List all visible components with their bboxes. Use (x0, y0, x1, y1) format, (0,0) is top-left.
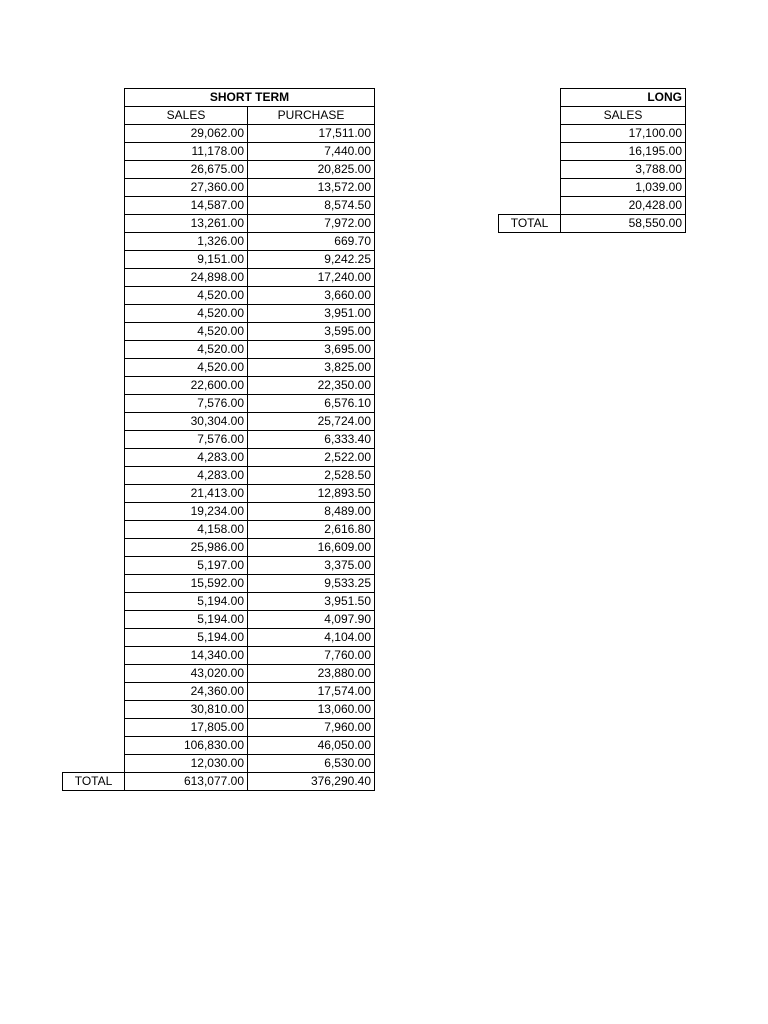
short-term-row (63, 197, 375, 215)
sales-cell: 15,592.00 (125, 575, 248, 593)
purchase-cell: 25,724.00 (248, 413, 375, 431)
sales-cell: 5,194.00 (125, 611, 248, 629)
sales-cell: 4,520.00 (125, 287, 248, 305)
purchase-cell: 3,375.00 (248, 557, 375, 575)
sales-cell: 11,178.00 (125, 143, 248, 161)
short-term-row (63, 251, 375, 269)
purchase-cell: 17,574.00 (248, 683, 375, 701)
short-term-row (63, 629, 375, 647)
purchase-cell: 669.70 (248, 233, 375, 251)
sales-cell: 3,788.00 (561, 161, 686, 179)
purchase-cell: 3,595.00 (248, 323, 375, 341)
purchase-cell: 23,880.00 (248, 665, 375, 683)
short-term-total-label: TOTAL (63, 773, 125, 791)
purchase-cell: 3,951.00 (248, 305, 375, 323)
sales-cell: 14,340.00 (125, 647, 248, 665)
purchase-cell: 7,760.00 (248, 647, 375, 665)
long-term-row (499, 161, 686, 179)
sales-cell: 5,194.00 (125, 593, 248, 611)
short-term-row (63, 665, 375, 683)
short-term-sales-header: SALES (125, 107, 248, 125)
sales-cell: 16,195.00 (561, 143, 686, 161)
sales-cell: 1,039.00 (561, 179, 686, 197)
purchase-cell: 13,060.00 (248, 701, 375, 719)
short-term-row (63, 539, 375, 557)
short-term-row (63, 341, 375, 359)
sales-cell: 26,675.00 (125, 161, 248, 179)
short-term-purchase-header: PURCHASE (248, 107, 375, 125)
short-term-row (63, 233, 375, 251)
short-term-row (63, 413, 375, 431)
purchase-cell: 3,660.00 (248, 287, 375, 305)
sales-cell: 25,986.00 (125, 539, 248, 557)
purchase-cell: 13,572.00 (248, 179, 375, 197)
sales-cell: 24,360.00 (125, 683, 248, 701)
sales-cell: 20,428.00 (561, 197, 686, 215)
sales-cell: 4,520.00 (125, 341, 248, 359)
short-term-row (63, 683, 375, 701)
short-term-row (63, 215, 375, 233)
short-term-row (63, 395, 375, 413)
sales-cell: 13,261.00 (125, 215, 248, 233)
purchase-cell: 3,825.00 (248, 359, 375, 377)
purchase-cell: 7,960.00 (248, 719, 375, 737)
long-term-row (499, 125, 686, 143)
long-term-title-row (499, 89, 686, 107)
short-term-row (63, 179, 375, 197)
short-term-row (63, 611, 375, 629)
sales-cell: 17,805.00 (125, 719, 248, 737)
short-term-row (63, 161, 375, 179)
sales-cell: 4,158.00 (125, 521, 248, 539)
purchase-cell: 9,242.25 (248, 251, 375, 269)
long-term-total-sales: 58,550.00 (561, 215, 686, 233)
sales-cell: 106,830.00 (125, 737, 248, 755)
short-term-row (63, 125, 375, 143)
purchase-cell: 6,576.10 (248, 395, 375, 413)
sales-cell: 29,062.00 (125, 125, 248, 143)
long-term-row (499, 143, 686, 161)
sales-cell: 7,576.00 (125, 431, 248, 449)
sales-cell: 27,360.00 (125, 179, 248, 197)
purchase-cell: 8,574.50 (248, 197, 375, 215)
short-term-body (63, 125, 375, 773)
purchase-cell: 46,050.00 (248, 737, 375, 755)
short-term-table (62, 88, 375, 791)
sales-cell: 4,283.00 (125, 449, 248, 467)
long-term-sales-header: SALES (561, 107, 686, 125)
short-term-row (63, 143, 375, 161)
purchase-cell: 7,972.00 (248, 215, 375, 233)
purchase-cell: 2,616.80 (248, 521, 375, 539)
sales-cell: 4,283.00 (125, 467, 248, 485)
purchase-cell: 17,240.00 (248, 269, 375, 287)
short-term-row (63, 521, 375, 539)
purchase-cell: 22,350.00 (248, 377, 375, 395)
sales-cell: 1,326.00 (125, 233, 248, 251)
sales-cell: 4,520.00 (125, 305, 248, 323)
purchase-cell: 8,489.00 (248, 503, 375, 521)
purchase-cell: 17,511.00 (248, 125, 375, 143)
sales-cell: 5,194.00 (125, 629, 248, 647)
long-term-row (499, 197, 686, 215)
long-term-total-row (499, 215, 686, 233)
short-term-row (63, 449, 375, 467)
short-term-title: SHORT TERM (125, 89, 375, 107)
sales-cell: 30,304.00 (125, 413, 248, 431)
purchase-cell: 3,951.50 (248, 593, 375, 611)
short-term-row (63, 269, 375, 287)
short-term-row (63, 647, 375, 665)
short-term-row (63, 701, 375, 719)
purchase-cell: 9,533.25 (248, 575, 375, 593)
short-term-row (63, 719, 375, 737)
short-term-row (63, 359, 375, 377)
sales-cell: 4,520.00 (125, 323, 248, 341)
purchase-cell: 7,440.00 (248, 143, 375, 161)
short-term-row (63, 287, 375, 305)
purchase-cell: 12,893.50 (248, 485, 375, 503)
sales-cell: 9,151.00 (125, 251, 248, 269)
long-term-row (499, 179, 686, 197)
short-term-row (63, 755, 375, 773)
purchase-cell: 2,522.00 (248, 449, 375, 467)
short-term-row (63, 431, 375, 449)
short-term-row (63, 305, 375, 323)
sales-cell: 14,587.00 (125, 197, 248, 215)
purchase-cell: 16,609.00 (248, 539, 375, 557)
short-term-total-row (63, 773, 375, 791)
long-term-total-label: TOTAL (499, 215, 561, 233)
sales-cell: 5,197.00 (125, 557, 248, 575)
sales-cell: 12,030.00 (125, 755, 248, 773)
purchase-cell: 6,333.40 (248, 431, 375, 449)
purchase-cell: 6,530.00 (248, 755, 375, 773)
short-term-row (63, 737, 375, 755)
short-term-total-purchase: 376,290.40 (248, 773, 375, 791)
purchase-cell: 20,825.00 (248, 161, 375, 179)
short-term-row (63, 575, 375, 593)
sales-cell: 17,100.00 (561, 125, 686, 143)
sales-cell: 43,020.00 (125, 665, 248, 683)
purchase-cell: 3,695.00 (248, 341, 375, 359)
sales-cell: 30,810.00 (125, 701, 248, 719)
short-term-row (63, 377, 375, 395)
short-term-total-sales: 613,077.00 (125, 773, 248, 791)
sales-cell: 19,234.00 (125, 503, 248, 521)
sales-cell: 24,898.00 (125, 269, 248, 287)
purchase-cell: 4,104.00 (248, 629, 375, 647)
purchase-cell: 2,528.50 (248, 467, 375, 485)
short-term-row (63, 485, 375, 503)
long-term-title: LONG (561, 89, 686, 107)
long-term-header-row (499, 107, 686, 125)
sales-cell: 22,600.00 (125, 377, 248, 395)
short-term-row (63, 593, 375, 611)
short-term-header-row (63, 107, 375, 125)
short-term-row (63, 557, 375, 575)
long-term-table (498, 88, 686, 233)
short-term-row (63, 503, 375, 521)
short-term-row (63, 323, 375, 341)
long-term-body (499, 125, 686, 215)
short-term-title-row (63, 89, 375, 107)
sales-cell: 21,413.00 (125, 485, 248, 503)
short-term-row (63, 467, 375, 485)
sales-cell: 4,520.00 (125, 359, 248, 377)
sales-cell: 7,576.00 (125, 395, 248, 413)
purchase-cell: 4,097.90 (248, 611, 375, 629)
